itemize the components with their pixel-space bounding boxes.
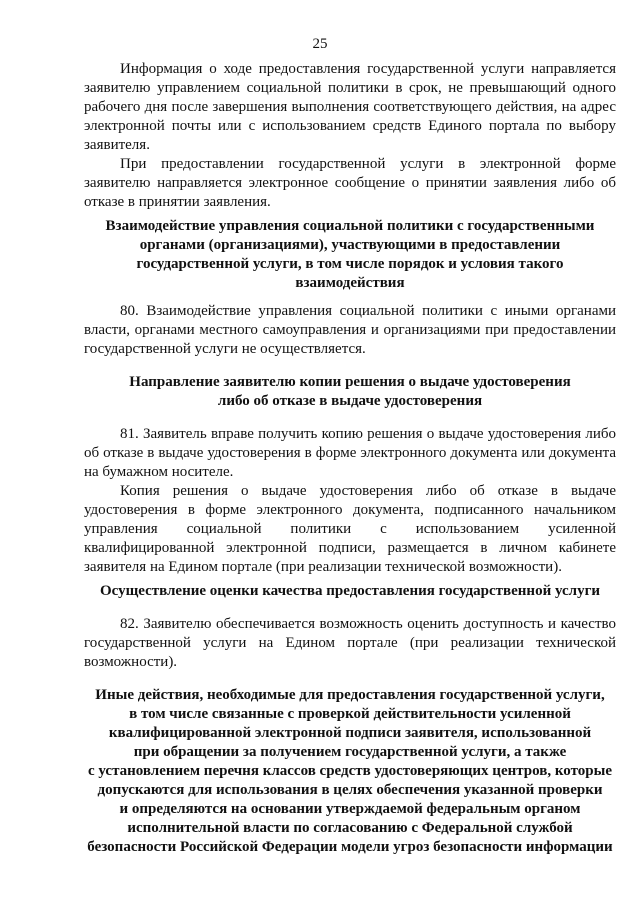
heading-line: квалифицированной электронной подписи заявителя, использованной bbox=[108, 725, 592, 741]
heading-line: взаимодействия bbox=[295, 275, 405, 291]
heading-line: безопасности Российской Федерации модели угроз безопасности информации bbox=[87, 839, 613, 855]
paragraph-82 bbox=[84, 615, 616, 672]
heading-quality-assessment bbox=[84, 582, 616, 601]
paragraph-info-progress bbox=[84, 60, 616, 155]
section-heading bbox=[84, 217, 616, 293]
heading-line: при обращении за получением государственной услуги, а также bbox=[133, 744, 567, 760]
heading-other-actions bbox=[84, 686, 616, 857]
paragraph-81 bbox=[84, 425, 616, 482]
heading-line: в том числе связанные с проверкой действительности усиленной bbox=[129, 706, 571, 722]
page-number: 25 bbox=[312, 36, 328, 52]
heading-line: либо об отказе в выдаче удостоверения bbox=[217, 393, 483, 409]
heading-line: Иные действия, необходимые для предоставления государственной услуги, bbox=[95, 687, 605, 703]
section-heading bbox=[84, 686, 616, 857]
heading-line: исполнительной власти по согласованию с Федеральной службой bbox=[127, 820, 573, 836]
heading-line: и определяются на основании утверждаемой федеральным органом bbox=[119, 801, 581, 817]
paragraph-text: При предоставлении государственной услуги в электронной форме заявителю направляется электронное сообщение о принятии заявления либо об отказе в принятии заявления. bbox=[84, 156, 616, 210]
heading-line: Взаимодействие управления социальной политики с государственными bbox=[105, 218, 595, 234]
heading-line: с установлением перечня классов средств удостоверяющих центров, которые bbox=[87, 763, 612, 779]
heading-line: допускаются для использования в целях обеспечения указанной проверки bbox=[97, 782, 603, 798]
paragraph-text: 81. Заявитель вправе получить копию решения о выдаче удостоверения либо об отказе в выдаче удостоверения в форме электронного документа или документа на бумажном носителе. bbox=[84, 426, 616, 480]
paragraph-80 bbox=[84, 302, 616, 359]
heading-line: государственной услуги, в том числе порядок и условия такого bbox=[136, 256, 564, 272]
heading-copy-decision bbox=[84, 373, 616, 411]
paragraph-81-copy bbox=[84, 482, 616, 577]
paragraph-text: Информация о ходе предоставления государственной услуги направляется заявителю управлением социальной политики в срок, не превышающий одного рабочего дня после завершения выполнения соответствующего действия, на адрес электронной почты или с использованием средств Единого портала по выбору заявителя. bbox=[84, 61, 616, 153]
section-heading bbox=[84, 373, 616, 411]
heading-interaction bbox=[84, 217, 616, 293]
section-heading bbox=[84, 582, 616, 601]
paragraph-text: 82. Заявителю обеспечивается возможность оценить доступность и качество государственной услуги на Едином портале (при реализации технической возможности). bbox=[84, 616, 616, 670]
paragraph-text: Копия решения о выдаче удостоверения либо об отказе в выдаче удостоверения в форме электронного документа, подписанного начальником управления социальной политики с использованием усиленной квалифицированной электронной подписи, размещается в личном кабинете заявителя на Едином портале (при реализации технической возможности). bbox=[84, 483, 616, 575]
paragraph-text: 80. Взаимодействие управления социальной политики с иными органами власти, органами местного самоуправления и организациями при предоставлении государственной услуги не осуществляется. bbox=[84, 303, 616, 357]
heading-line: органами (организациями), участвующими в предоставлении bbox=[139, 237, 561, 253]
heading-line: Направление заявителю копии решения о выдаче удостоверения bbox=[129, 374, 571, 390]
paragraph-electronic-notice bbox=[84, 155, 616, 212]
heading-line: Осуществление оценки качества предоставления государственной услуги bbox=[99, 583, 601, 599]
